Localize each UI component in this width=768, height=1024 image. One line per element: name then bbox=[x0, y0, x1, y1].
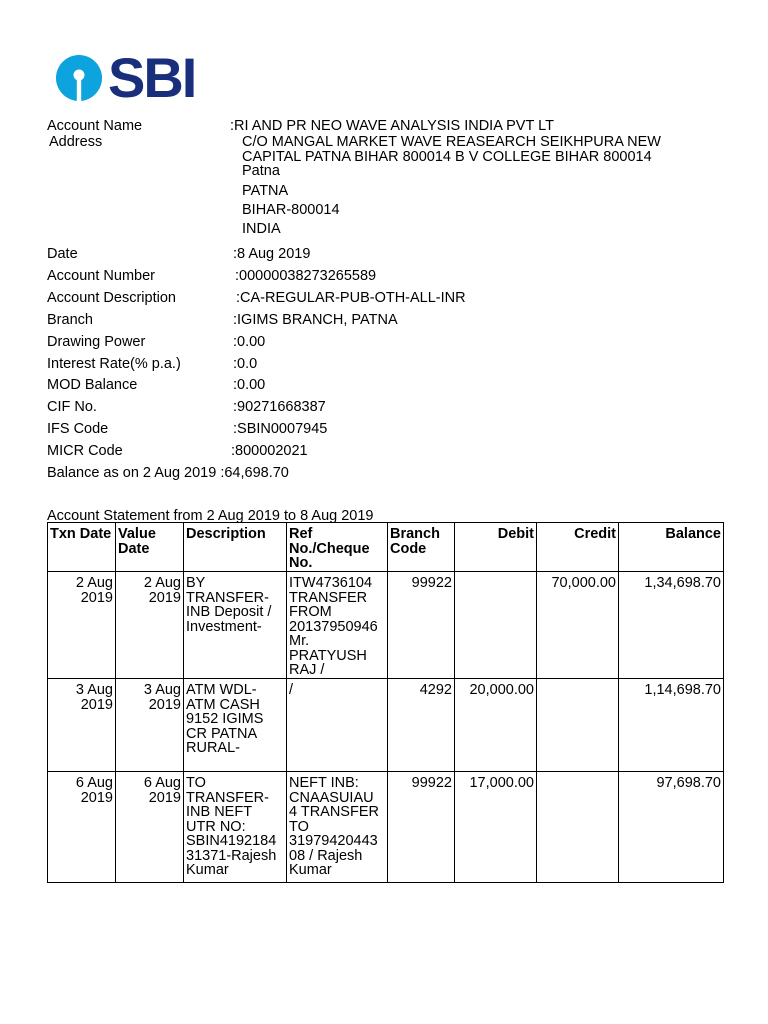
description-cell: ATM WDL-ATM CASH 9152 IGIMS CR PATNA RURAL- bbox=[184, 679, 287, 772]
ref-cell: ITW4736104 TRANSFER FROM 20137950946 Mr. PRATYUSH RAJ / bbox=[287, 572, 388, 679]
date-label: Date bbox=[47, 246, 78, 262]
address-label: Address bbox=[49, 134, 103, 150]
txn-date-cell: 3 Aug 2019 bbox=[48, 679, 116, 772]
table-row bbox=[48, 772, 724, 883]
account-number-value: :00000038273265589 bbox=[235, 268, 377, 284]
date-value: :8 Aug 2019 bbox=[233, 246, 311, 262]
header-description: Description bbox=[184, 523, 287, 572]
debit-cell: 20,000.00 bbox=[455, 679, 537, 772]
micr-code-label: MICR Code bbox=[47, 443, 123, 459]
value-date-cell: 3 Aug 2019 bbox=[116, 679, 184, 772]
header-branch-code: Branch Code bbox=[388, 523, 455, 572]
ifs-code-label: IFS Code bbox=[47, 421, 109, 437]
account-number-label: Account Number bbox=[47, 268, 155, 284]
mod-balance-label: MOD Balance bbox=[47, 377, 138, 393]
debit-cell bbox=[455, 572, 537, 679]
header-value-date: Value Date bbox=[116, 523, 184, 572]
logo-text: SBI bbox=[108, 46, 196, 109]
account-name-value: :RI AND PR NEO WAVE ANALYSIS INDIA PVT LT bbox=[230, 118, 554, 134]
address-line-6: INDIA bbox=[242, 221, 281, 237]
account-description-value: :CA-REGULAR-PUB-OTH-ALL-INR bbox=[236, 290, 466, 306]
account-description-label: Account Description bbox=[47, 290, 176, 306]
credit-cell bbox=[537, 772, 619, 883]
address-line-3: Patna bbox=[242, 163, 280, 179]
branch-code-cell: 4292 bbox=[388, 679, 455, 772]
ifs-code-value: :SBIN0007945 bbox=[233, 421, 328, 437]
ref-cell: NEFT INB: CNAASUIAU 4 TRANSFER TO 31979420443 08 / Rajesh Kumar bbox=[287, 772, 388, 883]
table-header-row bbox=[48, 523, 724, 572]
statement-table bbox=[47, 522, 724, 883]
account-name-label: Account Name bbox=[47, 118, 143, 134]
value-date-cell: 6 Aug 2019 bbox=[116, 772, 184, 883]
description-cell: BY TRANSFER-INB Deposit / Investment- bbox=[184, 572, 287, 679]
credit-cell: 70,000.00 bbox=[537, 572, 619, 679]
interest-rate-label: Interest Rate(% p.a.) bbox=[47, 356, 181, 372]
interest-rate-value: :0.0 bbox=[233, 356, 258, 372]
micr-code-value: :800002021 bbox=[231, 443, 308, 459]
table-row bbox=[48, 572, 724, 679]
table-row bbox=[48, 679, 724, 772]
debit-cell: 17,000.00 bbox=[455, 772, 537, 883]
balance-cell: 97,698.70 bbox=[619, 772, 724, 883]
branch-label: Branch bbox=[47, 312, 93, 328]
branch-code-cell: 99922 bbox=[388, 572, 455, 679]
statement-title: Account Statement from 2 Aug 2019 to 8 Aug 2019 bbox=[47, 508, 374, 524]
mod-balance-value: :0.00 bbox=[233, 377, 266, 393]
address-line-2: CAPITAL PATNA BIHAR 800014 B V COLLEGE BIHAR 800014 bbox=[242, 149, 652, 165]
balance-cell: 1,34,698.70 bbox=[619, 572, 724, 679]
cif-no-value: :90271668387 bbox=[233, 399, 326, 415]
header-balance: Balance bbox=[619, 523, 724, 572]
branch-code-cell: 99922 bbox=[388, 772, 455, 883]
ref-cell: / bbox=[287, 679, 388, 772]
txn-date-cell: 6 Aug 2019 bbox=[48, 772, 116, 883]
sbi-logo bbox=[55, 46, 196, 109]
address-line-5: BIHAR-800014 bbox=[242, 202, 340, 218]
header-ref-cheque-no: Ref No./Cheque No. bbox=[287, 523, 388, 572]
branch-value: :IGIMS BRANCH, PATNA bbox=[233, 312, 398, 328]
drawing-power-value: :0.00 bbox=[233, 334, 266, 350]
description-cell: TO TRANSFER-INB NEFT UTR NO: SBIN4192184 31371-Rajesh Kumar bbox=[184, 772, 287, 883]
balance-cell: 1,14,698.70 bbox=[619, 679, 724, 772]
value-date-cell: 2 Aug 2019 bbox=[116, 572, 184, 679]
opening-balance-line: Balance as on 2 Aug 2019 :64,698.70 bbox=[47, 465, 289, 481]
header-credit: Credit bbox=[537, 523, 619, 572]
cif-no-label: CIF No. bbox=[47, 399, 97, 415]
header-debit: Debit bbox=[455, 523, 537, 572]
credit-cell bbox=[537, 679, 619, 772]
sbi-keyhole-logo-icon bbox=[55, 54, 103, 102]
header-txn-date: Txn Date bbox=[48, 523, 116, 572]
address-line-1: C/O MANGAL MARKET WAVE REASEARCH SEIKHPURA NEW bbox=[242, 134, 661, 150]
txn-date-cell: 2 Aug 2019 bbox=[48, 572, 116, 679]
drawing-power-label: Drawing Power bbox=[47, 334, 146, 350]
address-line-4: PATNA bbox=[242, 183, 289, 199]
